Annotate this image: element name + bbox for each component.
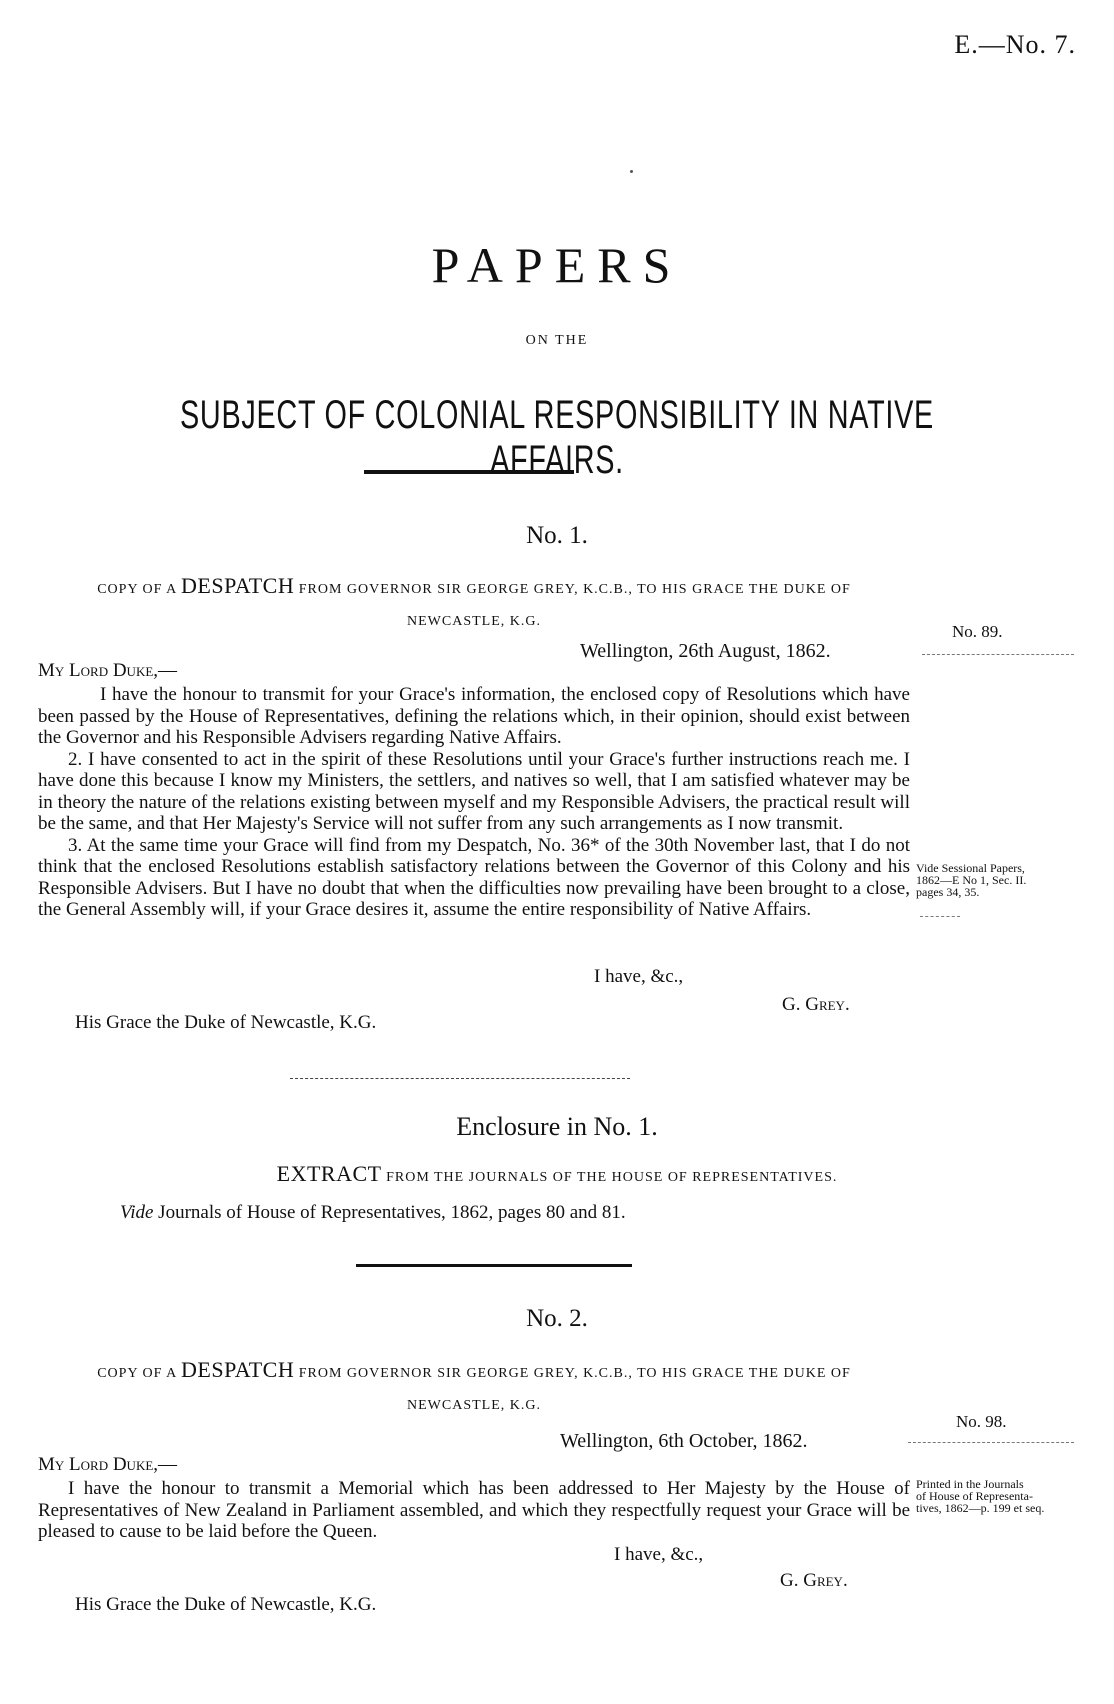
place-date-1: Wellington, 26th August, 1862. [580, 640, 831, 662]
title-rule [364, 470, 574, 474]
heading-post: FROM GOVERNOR SIR GEORGE GREY, K.C.B., TO HIS GRACE THE DUKE OF [298, 582, 851, 597]
heading-extract: EXTRACT [276, 1161, 382, 1186]
heading-pre: COPY OF A [97, 582, 177, 597]
heading-rest: FROM THE JOURNALS OF THE HOUSE OF REPRESENTATIVES. [386, 1170, 838, 1185]
heading-despatch: DESPATCH [181, 1357, 295, 1382]
signature-2: G. Grey. [780, 1570, 848, 1591]
margin-divider-2 [908, 1442, 1074, 1443]
margin-note-line: 1862—E No 1, Sec. II. [916, 873, 1027, 887]
enclosure-heading [0, 1158, 1114, 1194]
margin-divider-1 [922, 654, 1074, 655]
closing-2: I have, &c., [614, 1544, 704, 1565]
despatch-body-1 [38, 684, 910, 921]
margin-note-1 [916, 862, 1086, 898]
heading-post: FROM GOVERNOR SIR GEORGE GREY, K.C.B., TO HIS GRACE THE DUKE OF [298, 1366, 851, 1381]
vide-rest: Journals of House of Representatives, 1862, pages 80 and 81. [158, 1202, 626, 1223]
addressee-2: His Grace the Duke of Newcastle, K.G. [75, 1594, 377, 1615]
paragraph-3: 3. At the same time your Grace will find from my Despatch, No. 36* of the 30th November last, that I do not think that the enclosed Resolutions establish satisfactory relations between the Governor of this Colony and his Responsible Advisers. But I have no doubt that when the difficulties now prevailing have been brought to a close, the General Assembly will, if your Grace desires it, assume the entire responsibility of Native Affairs. [38, 834, 910, 920]
ink-speck [630, 170, 633, 173]
despatch-heading-1 [38, 570, 910, 638]
despatch-body-2 [38, 1478, 910, 1543]
heading-pre: COPY OF A [97, 1366, 177, 1381]
paragraph-1: I have the honour to transmit a Memorial which has been addressed to Her Majesty by the House of Representatives of New Zealand in Parliament assembled, and which they respectfully request your Grace will be pleased to cause to be laid before the Queen. [38, 1478, 910, 1542]
page-subtitle: SUBJECT OF COLONIAL RESPONSIBILITY IN NATIVE AFFAIRS. [180, 393, 934, 482]
margin-number-2: No. 98. [956, 1412, 1007, 1431]
vide-italic: Vide [120, 1202, 154, 1223]
enclosure-reference [120, 1202, 626, 1224]
margin-note-line: of House of Representa- [916, 1489, 1033, 1503]
page-title: PAPERS [431, 237, 683, 293]
margin-tick [920, 916, 960, 917]
margin-note-line: pages 34, 35. [916, 885, 980, 899]
margin-note-2 [916, 1478, 1086, 1514]
heading-line2: NEWCASTLE, K.G. [407, 1398, 541, 1413]
section-number-2: No. 2. [526, 1305, 588, 1332]
enclosure-title: Enclosure in No. 1. [456, 1112, 658, 1141]
document-reference: E.—No. 7. [954, 30, 1076, 59]
margin-note-line: Printed in the Journals [916, 1477, 1024, 1491]
addressee-1: His Grace the Duke of Newcastle, K.G. [75, 1012, 377, 1033]
salutation-1: My Lord Duke,— [38, 660, 178, 681]
place-date-2: Wellington, 6th October, 1862. [560, 1430, 808, 1452]
heading-line2: NEWCASTLE, K.G. [407, 614, 541, 629]
paragraph-1: I have the honour to transmit for your Grace's information, the enclosed copy of Resolutions which have been passed by the House of Representatives, defining the relations which, in their opinion, should exist between the Governor and his Responsible Advisers regarding Native Affairs. [38, 684, 910, 748]
title-connector: ON THE [525, 333, 589, 348]
section-number-1: No. 1. [526, 522, 588, 549]
paragraph-2: 2. I have consented to act in the spirit of these Resolutions until your Grace's further instructions reach me. I have done this because I know my Ministers, the settlers, and natives so well, that I am satisfied whatever may be in theory the nature of the relations existing between myself and my Responsible Advisers, the practical result will be the same, and that Her Majesty's Service will not suffer from any such arrangements as I now transmit. [38, 748, 910, 834]
enclosure-rule [356, 1264, 632, 1267]
margin-note-line: Vide Sessional Papers, [916, 861, 1025, 875]
signature-1: G. Grey. [782, 994, 850, 1015]
margin-number-1: No. 89. [952, 622, 1003, 641]
margin-note-line: tives, 1862—p. 199 et seq. [916, 1501, 1045, 1515]
salutation-2: My Lord Duke,— [38, 1454, 178, 1475]
section-divider [290, 1078, 630, 1079]
heading-despatch: DESPATCH [181, 573, 295, 598]
despatch-heading-2 [38, 1354, 910, 1422]
closing-1: I have, &c., [594, 966, 684, 987]
